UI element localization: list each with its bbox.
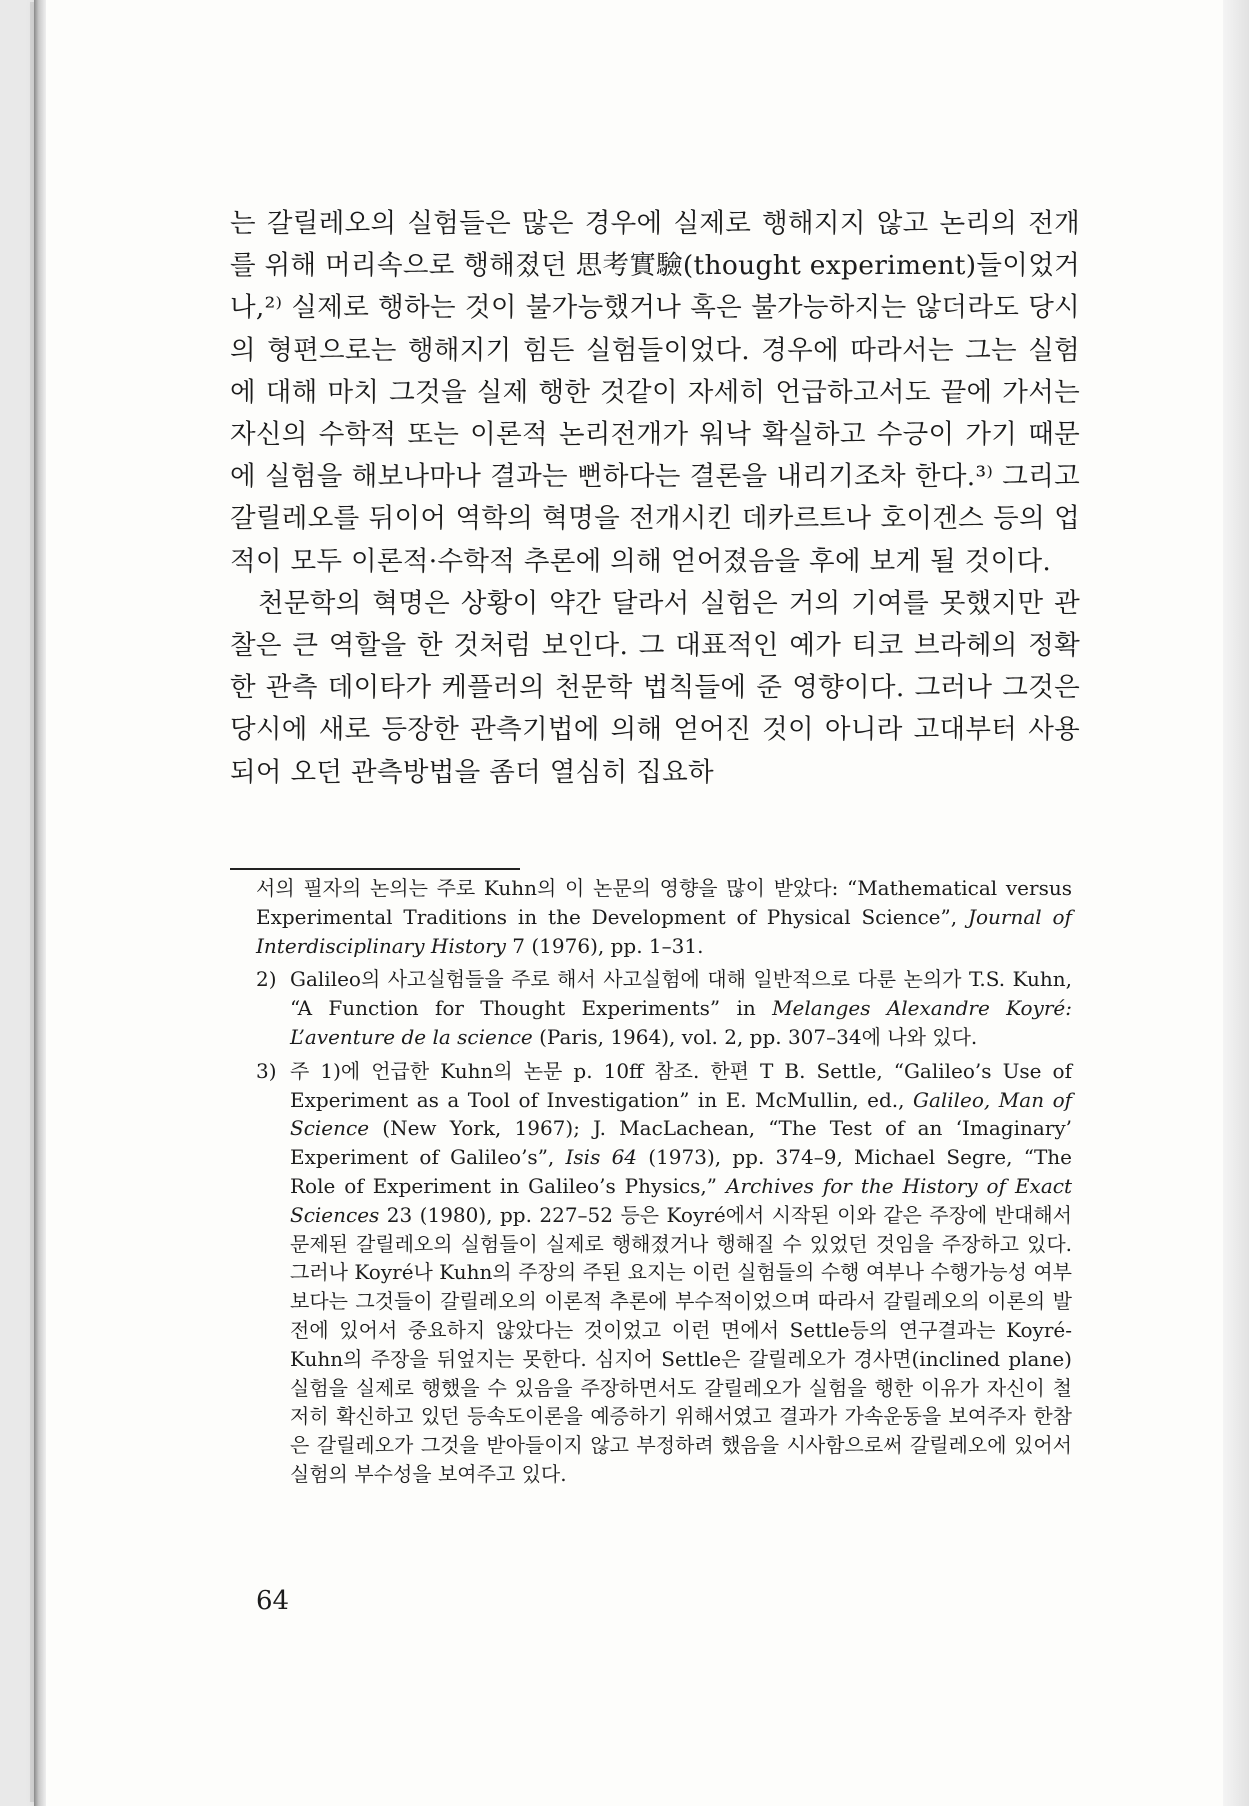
footnote-3-text-d: 23 (1980), pp. 227–52 등은 Koyré에서 시작된 이와 같은 주장에 반대해서 문제된 갈릴레오의 실험들이 실제로 행해졌거나 행해질 수 있었던 것임을 주장하고 있다. 그러나 Koyré나 Kuhn의 주장의 주된 요지는 이런 실험들의 수행 여부나 수행가능성 여부보다는 그것들이 갈릴레오의 이론적 추론에 부수적이었으며 따라서 갈릴레오의 이론의 발전에 있어서 중요하지 않았다는 것이었고 이런 면에서 Settle등의 연구결과는 Koyré-Kuhn의 주장을 뒤엎지는 못한다. 심지어 Settle은 갈릴레오가 경사면(inclined plane) 실험을 실제로 행했을 수 있음을 주장하면서도 갈릴레오가 실험을 행한 이유가 자신이 철저히 확신하고 있던 등속도이론을 예증하기 위해서였고 결과가 가속운동을 보여주자 한참은 갈릴레오가 그것을 받아들이지 않고 부정하려 했음을 시사함으로써 갈릴레오에 있어서 실험의 부수성을 보여주고 있다. [290,1202,1072,1486]
footnote-3-number: 3) [256,1058,277,1083]
footnote-3-text-b: (New York, 1967); J. MacLachean, “The Test of an ‘Imaginary’ Experiment of Galileo’s”, [290,1116,1072,1170]
footnote-3 [256,1057,1072,1489]
page-number: 64 [256,1586,290,1616]
footnote-3-journal-isis: Isis 64 [565,1145,638,1170]
footnote-2 [256,965,1072,1051]
main-body-text [230,203,1080,794]
body-paragraph-2: 천문학의 혁명은 상황이 약간 달라서 실험은 거의 기여를 못했지만 관찰은 큰 역할을 한 것처럼 보인다. 그 대표적인 예가 티코 브라헤의 정확한 관측 데이타가 케플러의 천문학 법칙들에 준 영향이다. 그러나 그것은 당시에 새로 등장한 관측기법에 의해 얻어진 것이 아니라 고대부터 사용되어 오던 관측방법을 좀더 열심히 집요하 [230,587,1080,788]
footnotes [256,874,1072,1494]
footnote-3-book-title: Galileo, Man of Science [290,1087,1073,1141]
footnote-separator [230,868,520,870]
body-paragraph-1: 는 갈릴레오의 실험들은 많은 경우에 실제로 행해지지 않고 논리의 전개를 위해 머리속으로 행해졌던 思考實驗(thought experiment)들이었거나,²⁾ 실제로 행하는 것이 불가능했거나 혹은 불가능하지는 않더라도 당시의 형편으로는 행해지기 힘든 실험들이었다. 경우에 따라서는 그는 실험에 대해 마치 그것을 실제 행한 것같이 자세히 언급하고서도 끝에 가서는 자신의 수학적 또는 이론적 논리전개가 워낙 확실하고 수긍이 가기 때문에 실험을 해보나마나 결과는 뻔하다는 결론을 내리기조차 한다.³⁾ 그리고 갈릴레오를 뒤이어 역학의 혁명을 전개시킨 데카르트나 호이겐스 등의 업적이 모두 이론적·수학적 추론에 의해 얻어졌음을 후에 보게 될 것이다. [230,208,1080,577]
footnote-2-number: 2) [256,967,277,992]
footnote-2-book-title: Melanges Alexandre Koyré: L’aventure de la science [290,996,1072,1049]
footnote-1-continuation [256,874,1072,960]
footnote-3-journal-archives: Archives for the History of Exact Sciences [290,1173,1073,1227]
footnote-1-journal: Journal of Interdisciplinary History [256,904,1072,958]
book-gutter [34,0,46,1806]
footnote-2-text-b: (Paris, 1964), vol. 2, pp. 307–34에 나와 있다. [532,1024,978,1049]
footnote-1-text-b: 7 (1976), pp. 1–31. [505,933,704,958]
page-right-edge [1223,0,1249,1806]
footnote-2-text-a: Galileo의 사고실험들을 주로 해서 사고실험에 대해 일반적으로 다룬 논의가 T.S. Kuhn, “A Function for Thought Experiments” in [290,967,1072,1021]
footnote-1-text-a: 서의 필자의 논의는 주로 Kuhn의 이 논문의 영향을 많이 받았다: “Mathematical versus Experimental Traditions in the Development of Physical Science”, [256,876,1072,929]
footnote-3-text-c: (1973), pp. 374–9, Michael Segre, “The Role of Experiment in Galileo’s Physics,” [290,1145,1072,1198]
footnote-3-text-a: 주 1)에 언급한 Kuhn의 논문 p. 10ff 참조. 한편 T B. Settle, “Galileo’s Use of Experiment as a Tool of Investigation” in E. McMullin, ed., [290,1058,1072,1112]
